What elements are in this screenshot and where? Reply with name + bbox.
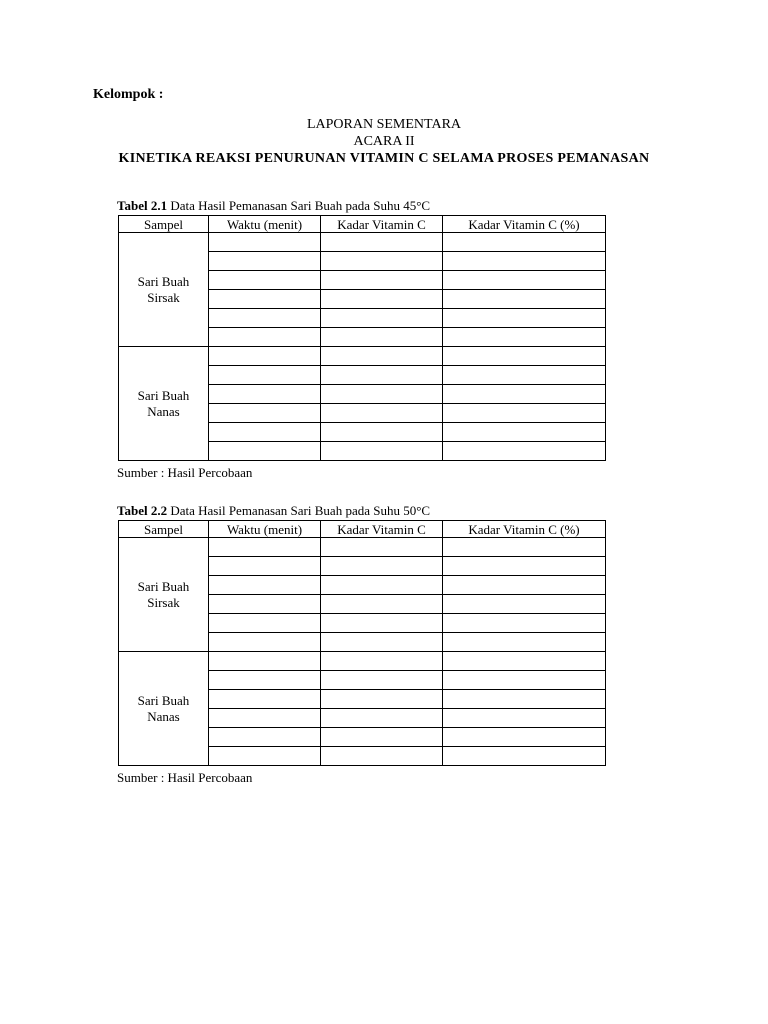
empty-cell[interactable]: [209, 709, 321, 728]
empty-cell[interactable]: [209, 652, 321, 671]
empty-cell[interactable]: [443, 423, 606, 442]
title-line-2: ACARA II: [353, 134, 415, 149]
empty-cell[interactable]: [209, 614, 321, 633]
empty-cell[interactable]: [443, 576, 606, 595]
empty-cell[interactable]: [321, 538, 443, 557]
empty-cell[interactable]: [209, 290, 321, 309]
empty-cell[interactable]: [443, 557, 606, 576]
empty-cell[interactable]: [443, 728, 606, 747]
empty-cell[interactable]: [209, 576, 321, 595]
empty-cell[interactable]: [209, 538, 321, 557]
table-row: [119, 347, 606, 366]
empty-cell[interactable]: [321, 385, 443, 404]
table-row: [119, 538, 606, 557]
table-title: Data Hasil Pemanasan Sari Buah pada Suhu 45°C: [170, 198, 431, 213]
empty-cell[interactable]: [209, 633, 321, 652]
table-source-2: Sumber : Hasil Percobaan: [117, 770, 253, 785]
column-header-sampel: Sampel: [119, 216, 209, 233]
column-header-kadar: Kadar Vitamin C: [321, 216, 443, 233]
empty-cell[interactable]: [209, 557, 321, 576]
sample-label: Sirsak: [147, 594, 180, 610]
table-caption-1: [117, 198, 430, 214]
empty-cell[interactable]: [321, 614, 443, 633]
empty-cell[interactable]: [209, 252, 321, 271]
empty-cell[interactable]: [321, 347, 443, 366]
empty-cell[interactable]: [443, 252, 606, 271]
table-caption-2: [117, 503, 430, 519]
empty-cell[interactable]: [443, 709, 606, 728]
empty-cell[interactable]: [209, 347, 321, 366]
sample-cell-sirsak: [119, 233, 209, 347]
empty-cell[interactable]: [321, 290, 443, 309]
sample-cell-sirsak: [119, 538, 209, 652]
empty-cell[interactable]: [321, 652, 443, 671]
table-row: [119, 652, 606, 671]
empty-cell[interactable]: [321, 747, 443, 766]
empty-cell[interactable]: [321, 271, 443, 290]
group-label: Kelompok :: [93, 87, 164, 102]
table-number: Tabel 2.2: [117, 503, 168, 518]
title-line-1: LAPORAN SEMENTARA: [306, 117, 462, 132]
sample-label: Sari Buah: [137, 273, 190, 289]
empty-cell[interactable]: [443, 690, 606, 709]
sample-cell-nanas: [119, 652, 209, 766]
empty-cell[interactable]: [209, 728, 321, 747]
empty-cell[interactable]: [321, 709, 443, 728]
empty-cell[interactable]: [321, 595, 443, 614]
table-row: [119, 233, 606, 252]
empty-cell[interactable]: [209, 747, 321, 766]
empty-cell[interactable]: [443, 442, 606, 461]
empty-cell[interactable]: [443, 404, 606, 423]
empty-cell[interactable]: [443, 328, 606, 347]
sample-label: Sari Buah: [137, 387, 190, 403]
empty-cell[interactable]: [209, 366, 321, 385]
empty-cell[interactable]: [209, 423, 321, 442]
empty-cell[interactable]: [443, 538, 606, 557]
empty-cell[interactable]: [443, 747, 606, 766]
sample-label: Sari Buah: [137, 692, 190, 708]
empty-cell[interactable]: [209, 690, 321, 709]
table-header-row: [119, 521, 606, 538]
sample-label: Nanas: [147, 708, 180, 724]
empty-cell[interactable]: [443, 347, 606, 366]
empty-cell[interactable]: [443, 309, 606, 328]
column-header-kadar: Kadar Vitamin C: [321, 521, 443, 538]
empty-cell[interactable]: [321, 366, 443, 385]
empty-cell[interactable]: [443, 671, 606, 690]
empty-cell[interactable]: [321, 633, 443, 652]
column-header-waktu: Waktu (menit): [209, 216, 321, 233]
table-header-row: [119, 216, 606, 233]
empty-cell[interactable]: [443, 290, 606, 309]
sample-cell-nanas: [119, 347, 209, 461]
empty-cell[interactable]: [321, 328, 443, 347]
report-title: [0, 116, 768, 167]
empty-cell[interactable]: [321, 233, 443, 252]
empty-cell[interactable]: [321, 309, 443, 328]
empty-cell[interactable]: [321, 442, 443, 461]
empty-cell[interactable]: [321, 423, 443, 442]
table-title: Data Hasil Pemanasan Sari Buah pada Suhu 50°C: [170, 503, 431, 518]
empty-cell[interactable]: [209, 671, 321, 690]
empty-cell[interactable]: [209, 328, 321, 347]
empty-cell[interactable]: [321, 557, 443, 576]
column-header-waktu: Waktu (menit): [209, 521, 321, 538]
data-table-1: [118, 215, 606, 461]
empty-cell[interactable]: [443, 633, 606, 652]
empty-cell[interactable]: [443, 385, 606, 404]
data-table-2: [118, 520, 606, 766]
column-header-kadar-persen: Kadar Vitamin C (%): [443, 521, 606, 538]
empty-cell[interactable]: [209, 404, 321, 423]
empty-cell[interactable]: [209, 595, 321, 614]
column-header-sampel: Sampel: [119, 521, 209, 538]
empty-cell[interactable]: [443, 271, 606, 290]
empty-cell[interactable]: [321, 576, 443, 595]
empty-cell[interactable]: [321, 728, 443, 747]
table-number: Tabel 2.1: [117, 198, 168, 213]
sample-label: Nanas: [147, 403, 180, 419]
empty-cell[interactable]: [443, 366, 606, 385]
empty-cell[interactable]: [209, 309, 321, 328]
column-header-kadar-persen: Kadar Vitamin C (%): [443, 216, 606, 233]
title-line-3: KINETIKA REAKSI PENURUNAN VITAMIN C SELAMA PROSES PEMANASAN: [118, 151, 650, 166]
sample-label: Sari Buah: [137, 578, 190, 594]
empty-cell[interactable]: [443, 652, 606, 671]
empty-cell[interactable]: [321, 671, 443, 690]
empty-cell[interactable]: [443, 614, 606, 633]
empty-cell[interactable]: [443, 595, 606, 614]
empty-cell[interactable]: [321, 690, 443, 709]
empty-cell[interactable]: [321, 404, 443, 423]
empty-cell[interactable]: [443, 233, 606, 252]
empty-cell[interactable]: [209, 233, 321, 252]
sample-label: Sirsak: [147, 289, 180, 305]
empty-cell[interactable]: [209, 442, 321, 461]
empty-cell[interactable]: [321, 252, 443, 271]
empty-cell[interactable]: [209, 271, 321, 290]
table-source-1: Sumber : Hasil Percobaan: [117, 465, 253, 480]
empty-cell[interactable]: [209, 385, 321, 404]
